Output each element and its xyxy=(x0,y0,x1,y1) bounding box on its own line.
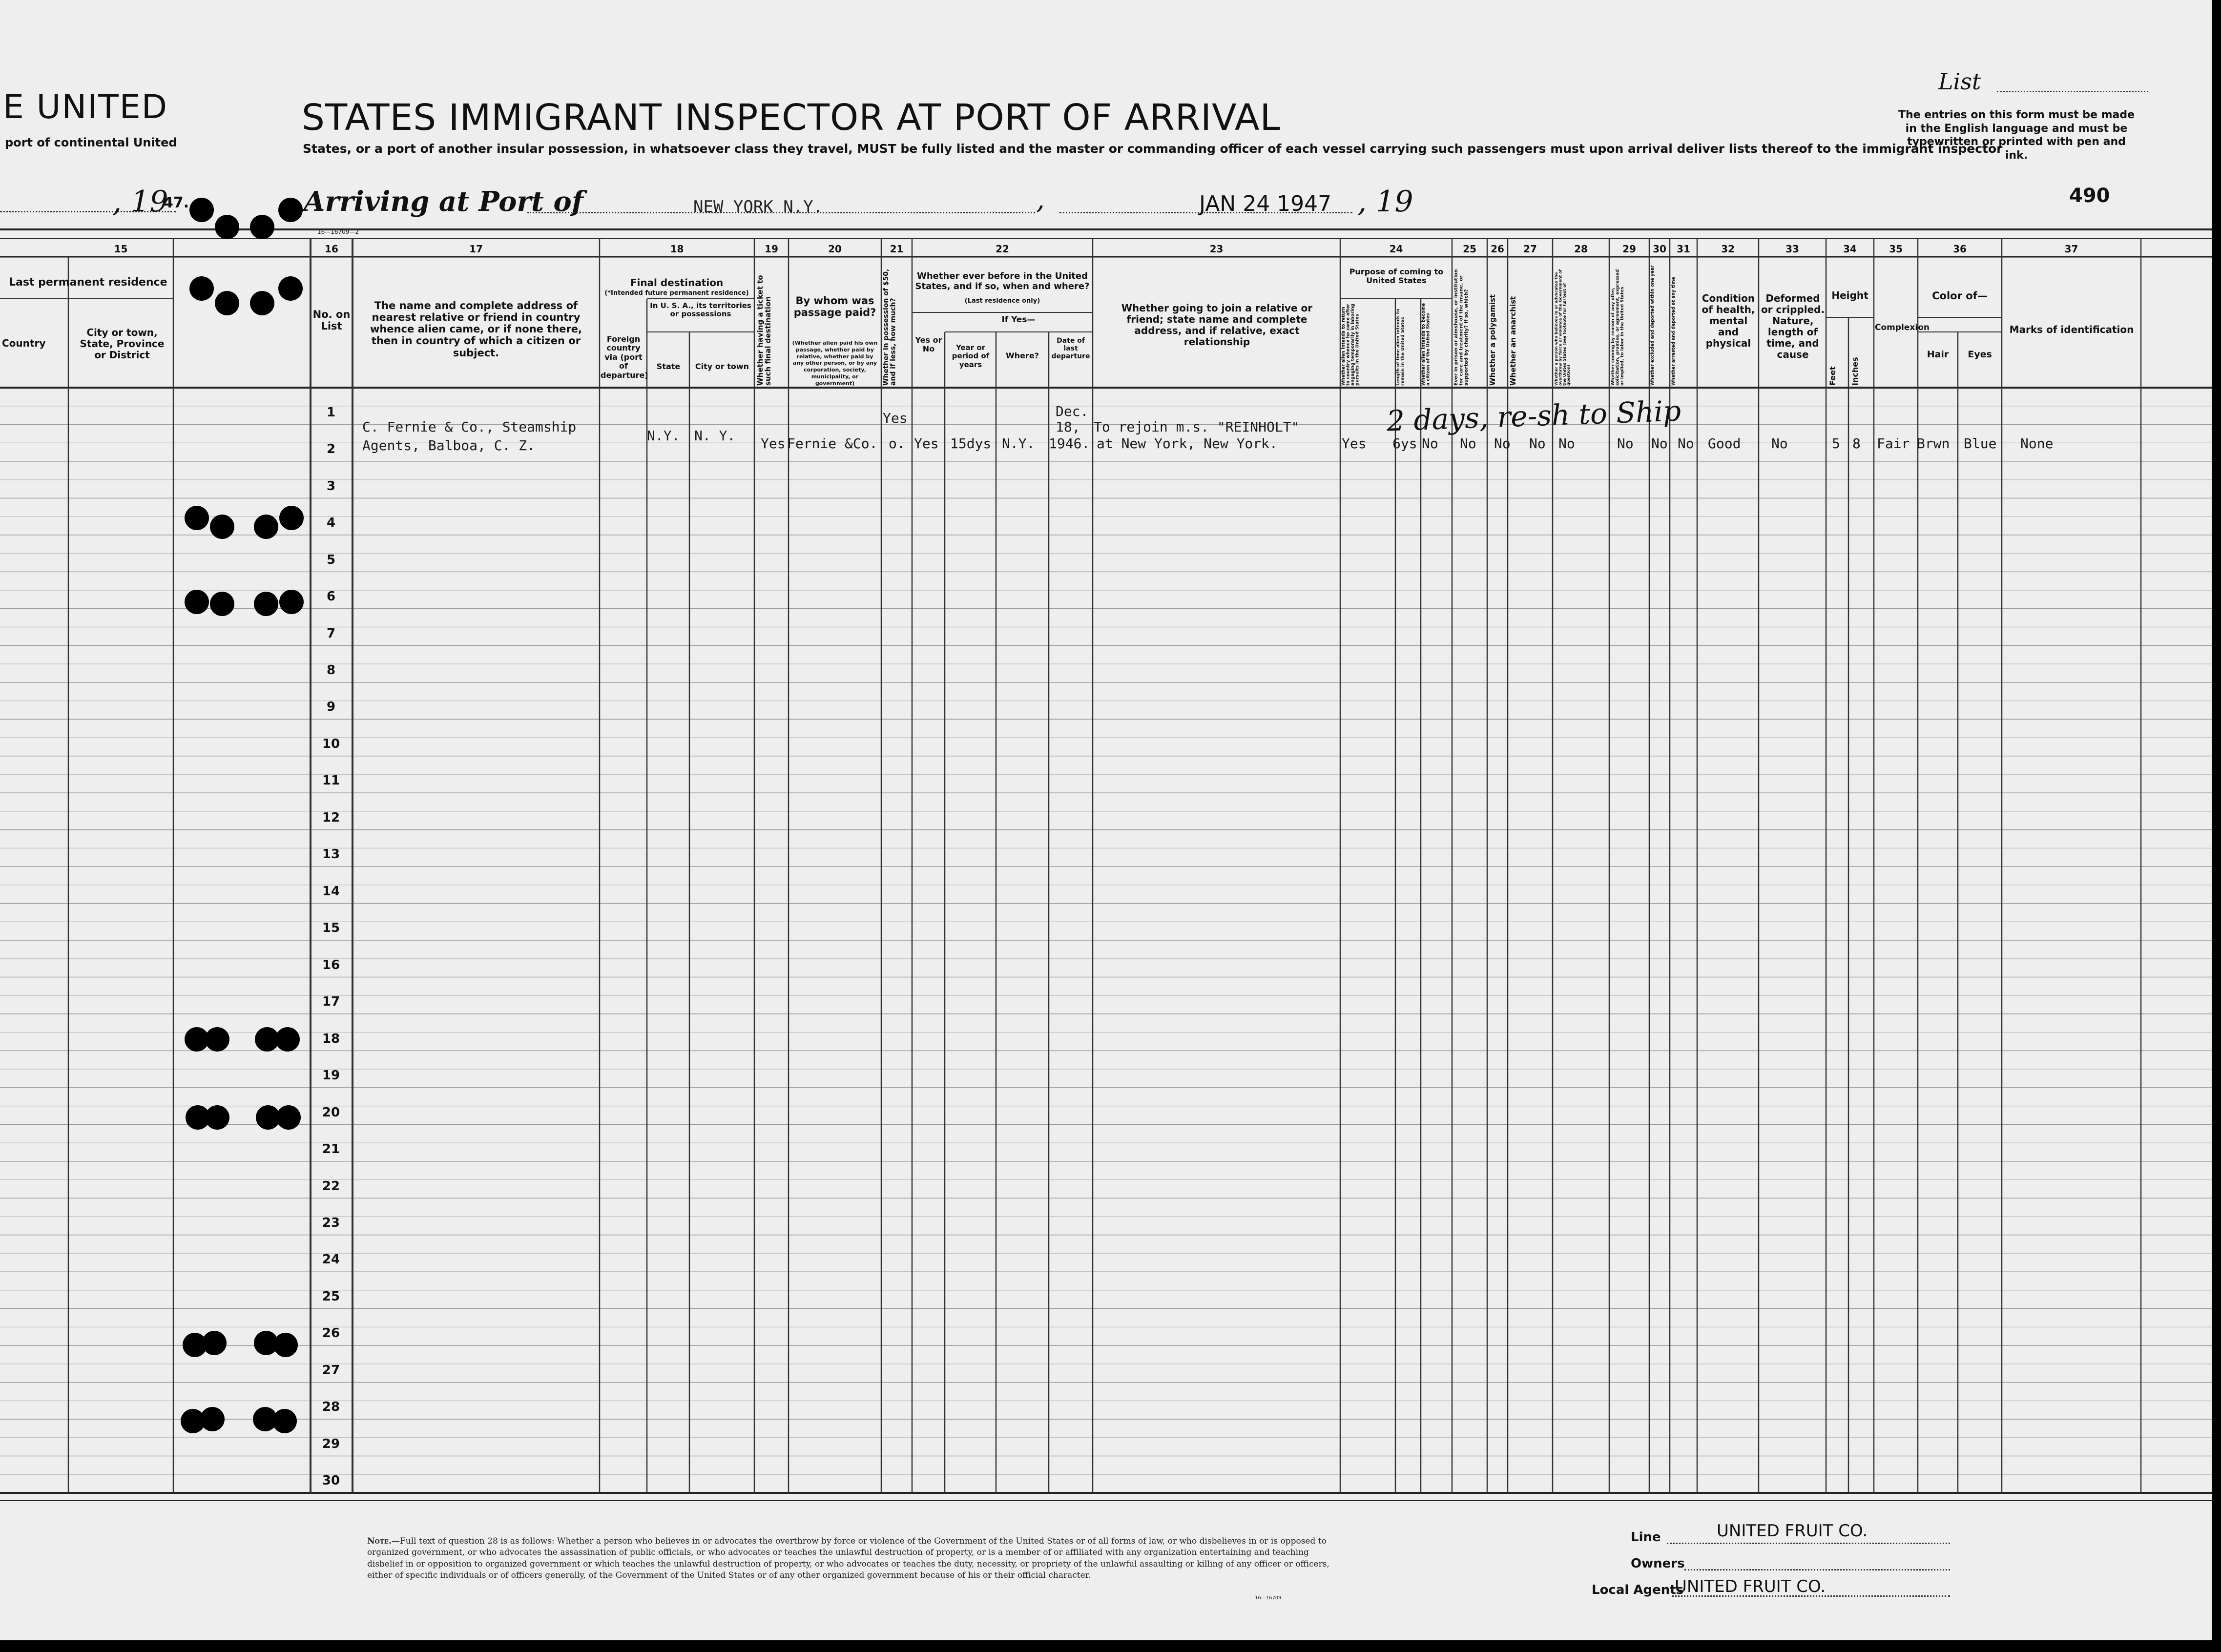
col18-note: (*Intended future permanent residence) xyxy=(604,289,749,297)
punch-hole xyxy=(254,515,278,539)
col-num-20: 20 xyxy=(828,243,842,255)
col24-sub1: Whether alien intends to return to country whence he came after engaging temporarily in laboring pursuits in the United States xyxy=(1341,304,1360,386)
col-num-15: 15 xyxy=(114,243,128,255)
row-number: 6 xyxy=(326,589,336,604)
punch-hole xyxy=(185,506,209,530)
punch-hole xyxy=(278,276,303,301)
col24-sub2: Length of time alien intends to remain in the United States xyxy=(1396,309,1406,386)
col15-city: City or town, State, Province or District xyxy=(80,327,165,361)
col28-label: Whether a person who believes in or advocates the overthrow by force or violence of the Government of the United States (See footnote for full text of question) xyxy=(1554,269,1571,386)
entry-ticket: Yes xyxy=(761,435,786,452)
entry-money-top: Yes xyxy=(883,410,908,426)
row-number: 1 xyxy=(326,405,336,420)
punch-hole xyxy=(272,1409,297,1433)
col33-label: Deformed or crippled. Nature, length of time, and cause xyxy=(1761,292,1825,360)
punch-hole xyxy=(278,198,303,222)
row-number: 5 xyxy=(326,552,336,567)
row-number: 23 xyxy=(322,1216,340,1230)
row-number: 13 xyxy=(322,847,340,862)
col32-label: Condition of health, mental and physical xyxy=(1702,292,1755,349)
punch-hole xyxy=(273,1333,298,1357)
row-number: 18 xyxy=(322,1031,340,1046)
punch-hole xyxy=(279,506,304,530)
row-number: 25 xyxy=(322,1289,340,1304)
row-number: 22 xyxy=(322,1178,340,1194)
col-num-28: 28 xyxy=(1574,243,1588,255)
entry-purpose: Yes xyxy=(1342,435,1367,452)
form-code: 16—16709—2 xyxy=(317,228,359,235)
punch-hole xyxy=(189,276,214,301)
entry-feet: 5 xyxy=(1832,435,1840,452)
entry-polygamist: No xyxy=(1494,435,1511,452)
col34-inches: Inches xyxy=(1850,357,1860,386)
col22-where: Where? xyxy=(1006,351,1039,360)
year-left-label: , 19 xyxy=(112,185,168,219)
footnote-label: Note. xyxy=(367,1536,392,1546)
form-instructions: The entries on this form must be made in the English language and must be typewritten or printed with pen and ink. xyxy=(1898,109,2135,162)
punch-hole xyxy=(205,1105,229,1130)
row-number: 2 xyxy=(326,442,336,457)
punch-hole xyxy=(202,1331,227,1355)
punch-hole xyxy=(279,590,304,614)
col18-foreign: Foreign country via (port of departure) xyxy=(601,334,648,380)
row-number: 12 xyxy=(322,810,340,825)
entry-join-line1: To rejoin m.s. "REINHOLT" xyxy=(1094,419,1300,435)
entry-deformed: No xyxy=(1771,435,1788,452)
col34-feet: Feet xyxy=(1828,366,1837,386)
col22-period: Year or period of years xyxy=(952,343,990,369)
punch-hole xyxy=(189,198,214,222)
row-number: 16 xyxy=(322,957,340,972)
col21-label: Whether in possession of $50, and if less, how much? xyxy=(882,268,897,386)
header-left-fragment: E UNITED xyxy=(3,88,168,126)
col-num-19: 19 xyxy=(765,243,778,255)
local-agents-value: UNITED FRUIT CO. xyxy=(1675,1577,1826,1596)
date-stamp: JAN 24 1947 xyxy=(1199,191,1332,216)
col19-label: Whether having a ticket to such final destination xyxy=(756,275,772,386)
col-num-18: 18 xyxy=(670,243,684,255)
entry-inches: 8 xyxy=(1852,435,1861,452)
col16-label: No. on List xyxy=(312,309,351,332)
col29-label: Whether coming by reason of any offer, solicitation, promise, or agreement, expressed or implied, to labor in the United States xyxy=(1611,269,1625,386)
col22-note: (Last residence only) xyxy=(964,297,1040,305)
col-num-27: 27 xyxy=(1523,243,1537,255)
entry-city: N. Y. xyxy=(694,428,736,444)
line-underline xyxy=(1667,1543,1950,1544)
header-left-fragment-sub: port of continental United xyxy=(5,136,177,149)
row-number: 15 xyxy=(322,921,340,936)
col22-yesno: Yes or No xyxy=(915,335,942,354)
year-right-label: , 19 xyxy=(1357,185,1413,219)
col27-label: Whether an anarchist xyxy=(1509,296,1517,386)
entry-join-line2: at New York, New York. xyxy=(1097,435,1278,452)
header-subtitle: States, or a port of another insular possession, in whatsoever class they travel, MUST be fully listed and the master or commanding officer of each vessel carrying such passengers must upon arrival deliver lists thereof to the immigrant inspector xyxy=(303,142,2003,156)
entry-handwritten-note: 2 days, re-sh to Ship xyxy=(1386,394,1682,438)
entry-state: N.Y. xyxy=(647,428,680,444)
row-number: 24 xyxy=(322,1252,340,1267)
col26-label: Whether a polygamist xyxy=(1488,294,1497,386)
col-num-26: 26 xyxy=(1491,243,1504,255)
entry-offer: No xyxy=(1617,435,1634,452)
col22-label: Whether ever before in the United States, and if so, when and where? xyxy=(915,271,1090,291)
entry-eyes: Blue xyxy=(1964,435,1997,452)
line-value: UNITED FRUIT CO. xyxy=(1717,1521,1868,1541)
row-number: 17 xyxy=(322,994,340,1010)
entry-anarchist: No xyxy=(1529,435,1546,452)
col18-group: Final destination xyxy=(630,277,724,289)
punch-hole xyxy=(210,515,234,539)
col20-label: By whom was passage paid? xyxy=(793,295,876,319)
punch-hole xyxy=(276,1105,301,1130)
punch-hole xyxy=(185,590,209,614)
punch-hole xyxy=(254,592,278,616)
col22-date: Date of last departure xyxy=(1051,337,1090,361)
page-number: 490 xyxy=(2069,185,2110,207)
col15-group: Last permanent residence xyxy=(9,276,167,289)
row-number: 11 xyxy=(322,773,340,788)
entry-citizen: No xyxy=(1422,435,1438,452)
entry-date-line2: 18, xyxy=(1056,419,1080,435)
entry-date-line3: 1946. xyxy=(1049,435,1090,452)
entry-excluded: No xyxy=(1651,435,1668,452)
year-left-value: 47. xyxy=(163,194,189,211)
local-agents-label: Local Agents xyxy=(1592,1583,1684,1597)
col-num-37: 37 xyxy=(2064,243,2078,255)
col36-eyes: Eyes xyxy=(1968,349,1992,360)
row-number: 8 xyxy=(326,663,336,678)
row-number: 7 xyxy=(326,626,336,641)
entry-where: N.Y. xyxy=(1002,435,1035,452)
entry-complexion: Fair xyxy=(1877,435,1910,452)
row-number: 10 xyxy=(322,736,340,751)
col34-label: Height xyxy=(1831,289,1868,301)
list-label: List xyxy=(1938,68,1981,95)
entry-marks: None xyxy=(2020,435,2054,452)
col15-country: Country xyxy=(2,337,46,349)
col37-label: Marks of identification xyxy=(2009,324,2134,335)
row-number: 14 xyxy=(322,884,340,899)
entry-relative-line2: Agents, Balboa, C. Z. xyxy=(362,437,536,454)
punch-hole xyxy=(205,1027,229,1052)
col-num-25: 25 xyxy=(1463,243,1476,255)
col36-label: Color of— xyxy=(1932,290,1988,302)
col-num-16: 16 xyxy=(325,243,338,255)
col25-label: Ever in prison or almshouse, or institution for care and treatment of the insane, or supported by charity? If so, which? xyxy=(1453,269,1469,386)
col23-label: Whether going to join a relative or friend; state name and complete address, and if relative, exact relationship xyxy=(1121,302,1313,348)
col24-label: Purpose of coming to United States xyxy=(1349,267,1444,286)
entry-before-yes: Yes xyxy=(914,435,939,452)
col-num-29: 29 xyxy=(1622,243,1636,255)
col-num-17: 17 xyxy=(469,243,483,255)
footnote xyxy=(367,1536,1334,1582)
row-number: 19 xyxy=(322,1068,340,1083)
col22-if-yes: If Yes— xyxy=(1001,315,1036,325)
col-num-23: 23 xyxy=(1209,243,1224,255)
col-num-32: 32 xyxy=(1721,243,1735,255)
entry-prison: No xyxy=(1460,435,1476,452)
punch-hole xyxy=(250,291,274,315)
entry-health: Good xyxy=(1708,435,1741,452)
row-number: 28 xyxy=(322,1400,340,1415)
punch-hole xyxy=(210,592,234,616)
row-number: 21 xyxy=(322,1142,340,1157)
col-num-33: 33 xyxy=(1785,243,1799,255)
row-number: 29 xyxy=(322,1436,340,1451)
col-num-34: 34 xyxy=(1843,243,1857,255)
col-num-35: 35 xyxy=(1889,243,1903,255)
page-title: STATES IMMIGRANT INSPECTOR AT PORT OF ARRIVAL xyxy=(302,97,1281,139)
row-number: 27 xyxy=(322,1363,340,1378)
col-num-22: 22 xyxy=(996,243,1009,255)
col18-state: State xyxy=(656,362,681,371)
row-number: 9 xyxy=(326,700,336,715)
entry-hair: Brwn xyxy=(1917,435,1950,452)
punch-hole xyxy=(275,1027,300,1052)
entry-relative-line1: C. Fernie & Co., Steamship xyxy=(362,419,577,435)
col35-label: Complexion xyxy=(1875,323,1930,332)
col30-label: Whether excluded and deported within one year xyxy=(1650,265,1655,386)
entry-overthrow: No xyxy=(1558,435,1575,452)
col18-usa: In U. S. A., its territories or possessions xyxy=(650,301,751,319)
punch-hole xyxy=(250,215,274,239)
entry-arrested: No xyxy=(1678,435,1694,452)
col-num-36: 36 xyxy=(1953,243,1967,255)
comma: , xyxy=(1036,184,1045,215)
col20-note: (Whether alien paid his own passage, whether paid by relative, whether paid by any other person, or by any corporation, society, municipality, or government) xyxy=(792,340,878,387)
row-number: 4 xyxy=(326,516,336,531)
col-num-31: 31 xyxy=(1677,243,1690,255)
owners-label: Owners xyxy=(1631,1556,1685,1571)
col18-city: City or town xyxy=(695,362,749,371)
col-num-30: 30 xyxy=(1653,243,1666,255)
entry-length: 6ys xyxy=(1392,435,1417,452)
row-number: 30 xyxy=(322,1473,340,1488)
footnote-text: —Full text of question 28 is as follows: Whether a person who believes in or advocates the overthrow by force or violence of the Government of the United States or of all forms of law, or who disbelieves in or is opposed to organized government, or who advocates the assassination of public officials, or who advocates or teaches the unlawful destruction of property, or is a member of or affiliated with any organization entertaining and teaching disbelief in or opposition to organized government or which teaches the unlawful destruction of property, or who advocates or teaches the duty, necessity, or propriety of the unlawful assaulting or killing of any officer or officers, either of specific individuals or of officers generally, of the Government of the United States or of any other organized government because of his or their official character. xyxy=(367,1536,1329,1581)
footer-form-code: 16—16709 xyxy=(1255,1595,1282,1601)
row-number: 26 xyxy=(322,1326,340,1341)
entry-passage: Fernie &Co. xyxy=(787,435,878,452)
punch-hole xyxy=(200,1407,225,1431)
col36-hair: Hair xyxy=(1927,349,1949,360)
punch-hole xyxy=(215,291,239,315)
line-label: Line xyxy=(1631,1530,1661,1545)
col-num-21: 21 xyxy=(890,243,904,255)
col17-label: The name and complete address of nearest relative or friend in country whence alien came, or if none there, then in country of which a citizen or subject. xyxy=(370,300,582,359)
entry-date-line1: Dec. xyxy=(1056,403,1089,419)
punch-hole xyxy=(215,215,239,239)
col-num-24: 24 xyxy=(1389,243,1403,255)
entry-period: 15dys xyxy=(950,435,992,452)
row-number: 20 xyxy=(322,1105,340,1120)
entry-money: o. xyxy=(889,435,905,452)
row-number: 3 xyxy=(326,478,336,494)
col31-label: Whether arrested and deported at any time xyxy=(1671,277,1676,386)
port-value: NEW YORK N.Y. xyxy=(693,197,824,217)
owners-underline xyxy=(1684,1569,1950,1570)
col24-sub3: Whether alien intends to become a citizen of the United States xyxy=(1421,303,1431,386)
arriving-label: Arriving at Port of xyxy=(304,186,583,218)
